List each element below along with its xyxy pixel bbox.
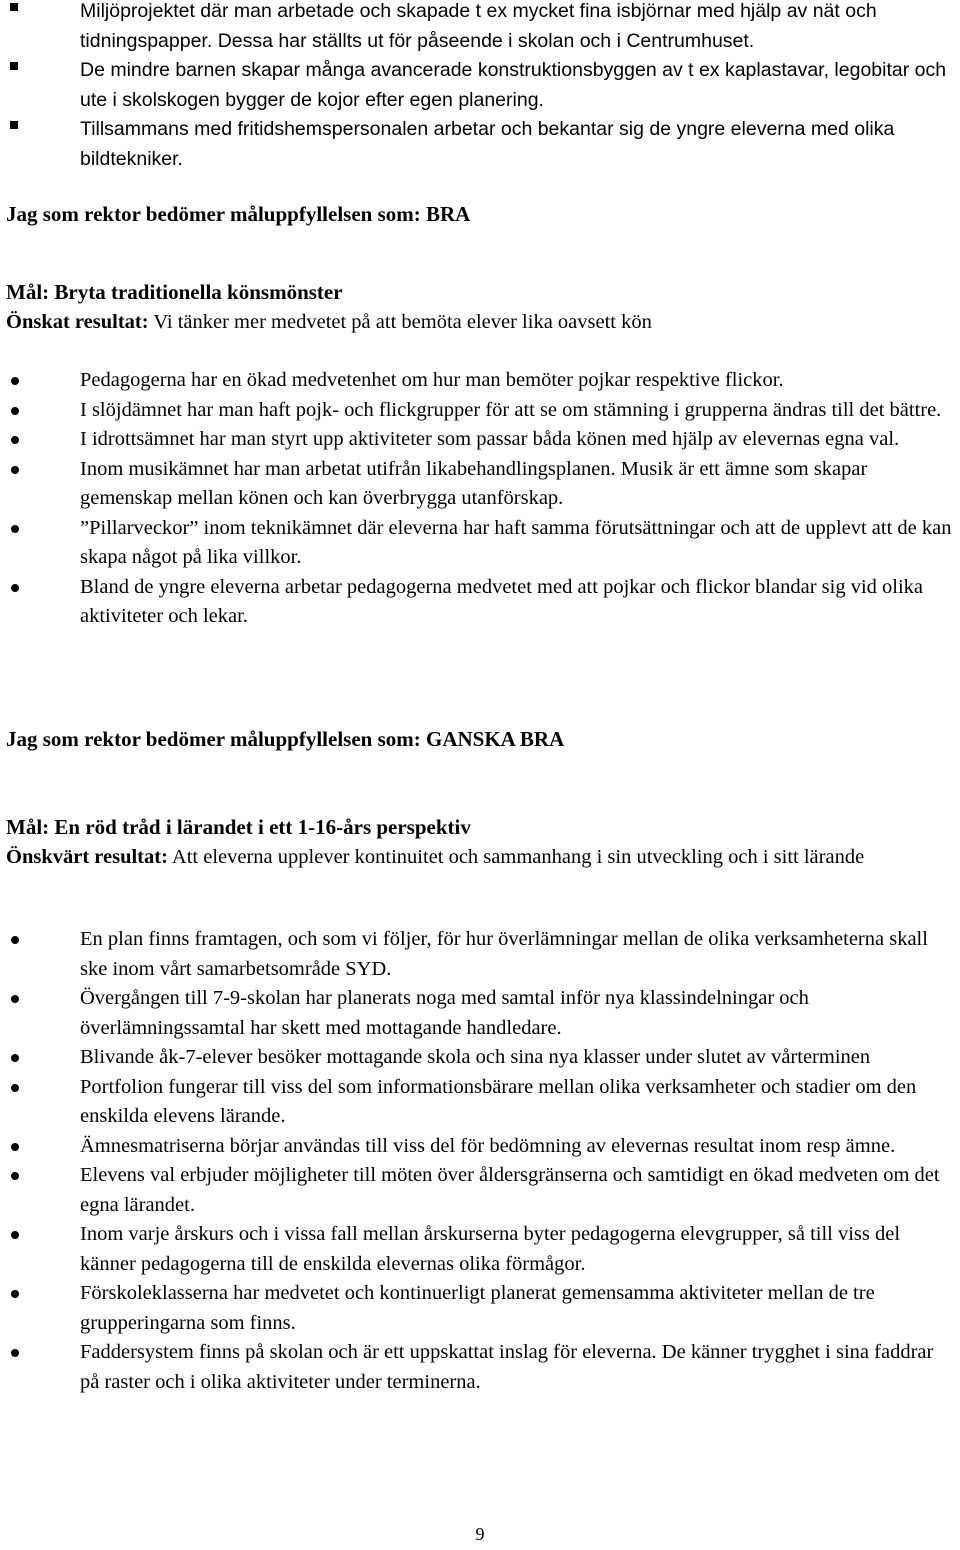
bullet-icon (11, 995, 19, 1003)
list-item (0, 1043, 960, 1073)
list-item (0, 396, 960, 426)
list-item (0, 1132, 960, 1162)
list-item-text: ”Pillarveckor” inom teknikämnet där eleverna har haft samma förutsättningar och att de upplevt att de kan skapa något på lika villkor. (80, 516, 952, 568)
bullet-icon (11, 1143, 19, 1151)
list-item-text: En plan finns framtagen, och som vi följer, för hur överlämningar mellan de olika verksamheterna skall ske inom vårt samarbetsområde SYD. (80, 928, 928, 980)
list-item-text: De mindre barnen skapar många avancerade konstruktionsbyggen av t ex kaplastavar, legobitar och ute i skolskogen bygger de kojor efter egen planering. (80, 59, 947, 111)
result-text: Vi tänker mer medvetet på att bemöta elever lika oavsett kön (148, 310, 652, 333)
list-item-text: Tillsammans med fritidshemspersonalen arbetar och bekantar sig de yngre eleverna med olika bildtekniker. (80, 118, 895, 170)
bullet-icon (11, 584, 19, 592)
list-item (0, 925, 960, 984)
list-item (0, 366, 960, 396)
list-item-text: Pedagogerna har en ökad medvetenhet om hur man bemöter pojkar respektive flickor. (80, 369, 784, 391)
list-item (0, 56, 960, 115)
list-item-text: Förskoleklasserna har medvetet och kontinuerligt planerat gemensamma aktiviteter mellan de tre grupperingarna som finns. (80, 1282, 875, 1334)
list-item (0, 0, 960, 56)
rating-heading: Jag som rektor bedömer måluppfyllelsen som: GANSKA BRA (6, 727, 565, 751)
goal-section (6, 278, 952, 337)
list-item-text: I idrottsämnet har man styrt upp aktiviteter som passar båda könen med hjälp av elevernas egna val. (80, 428, 900, 450)
bullet-icon (11, 1054, 19, 1062)
list-item (0, 1161, 960, 1220)
list-item (0, 425, 960, 455)
result-label: Önskvärt resultat: (6, 845, 168, 868)
list-item-text: Bland de yngre eleverna arbetar pedagogerna medvetet med att pojkar och flickor blandar sig vid olika aktiviteter och lekar. (80, 575, 924, 627)
list-item (0, 455, 960, 514)
bullet-icon (11, 407, 19, 415)
bullet-icon (11, 1349, 19, 1357)
bullet-icon (11, 436, 19, 444)
bullet-icon (11, 466, 19, 474)
square-bullet-icon (10, 3, 18, 11)
page-number: 9 (475, 1524, 485, 1544)
square-bullet-icon (10, 62, 18, 70)
result-label: Önskat resultat: (6, 310, 149, 333)
result-text: Att eleverna upplever kontinuitet och sammanhang i sin utveckling och i sitt lärande (167, 845, 865, 868)
rating-heading: Jag som rektor bedömer måluppfyllelsen som: BRA (6, 202, 471, 226)
list-item (0, 984, 960, 1043)
list-item-text: Faddersystem finns på skolan och är ett uppskattat inslag för eleverna. De känner trygghet i sina faddrar på raster och i olika aktiviteter under terminerna. (80, 1341, 934, 1393)
bullet-icon (11, 1231, 19, 1239)
list-item-text: Övergången till 7-9-skolan har planerats noga med samtal inför nya klassindelningar och överlämningssamtal har skett med mottagande handledare. (80, 987, 809, 1039)
goal-result (6, 843, 952, 873)
list-item-text: Elevens val erbjuder möjligheter till möten över åldersgränserna och samtidigt en ökad medveten om det egna lärandet. (80, 1164, 940, 1216)
goal-title: Mål: Bryta traditionella könsmönster (6, 280, 343, 304)
bullet-icon (11, 1084, 19, 1092)
square-bullet-icon (10, 121, 18, 129)
bullet-icon (11, 1290, 19, 1298)
list-item-text: Blivande åk-7-elever besöker mottagande skola och sina nya klasser under slutet av vårterminen (80, 1046, 871, 1068)
top-bullet-list (0, 0, 960, 174)
list-item (0, 1279, 960, 1338)
goal-bullet-list (0, 925, 960, 1397)
bullet-icon (11, 525, 19, 533)
list-item-text: Inom musikämnet har man arbetat utifrån likabehandlingsplanen. Musik är ett ämne som skapar gemenskap mellan könen och kan överbrygga utanförskap. (80, 457, 868, 509)
list-item (0, 514, 960, 573)
list-item (0, 1338, 960, 1397)
goal-result (6, 308, 952, 338)
goal-section (6, 813, 952, 872)
list-item (0, 1220, 960, 1279)
list-item-text: Ämnesmatriserna börjar användas till viss del för bedömning av elevernas resultat inom resp ämne. (80, 1134, 896, 1157)
bullet-icon (11, 377, 19, 385)
list-item (0, 115, 960, 174)
list-item (0, 573, 960, 632)
list-item-text: I slöjdämnet har man haft pojk- och flickgrupper för att se om stämning i grupperna ändras till det bättre. (80, 398, 942, 421)
goal-bullet-list (0, 366, 960, 632)
bullet-icon (11, 1172, 19, 1180)
bullet-icon (11, 936, 19, 944)
goal-title: Mål: En röd tråd i lärandet i ett 1-16-års perspektiv (6, 815, 471, 839)
list-item (0, 1073, 960, 1132)
list-item-text: Miljöprojektet där man arbetade och skapade t ex mycket fina isbjörnar med hjälp av nät och tidningspapper. Dessa har ställts ut för påseende i skolan och i Centrumhuset. (80, 0, 877, 52)
list-item-text: Portfolion fungerar till viss del som informationsbärare mellan olika verksamheter och stadier om den enskilda elevens lärande. (80, 1075, 917, 1127)
list-item-text: Inom varje årskurs och i vissa fall mellan årskurserna byter pedagogerna elevgrupper, så till viss del känner pedagogerna till de enskilda elevernas olika förmågor. (80, 1223, 901, 1275)
